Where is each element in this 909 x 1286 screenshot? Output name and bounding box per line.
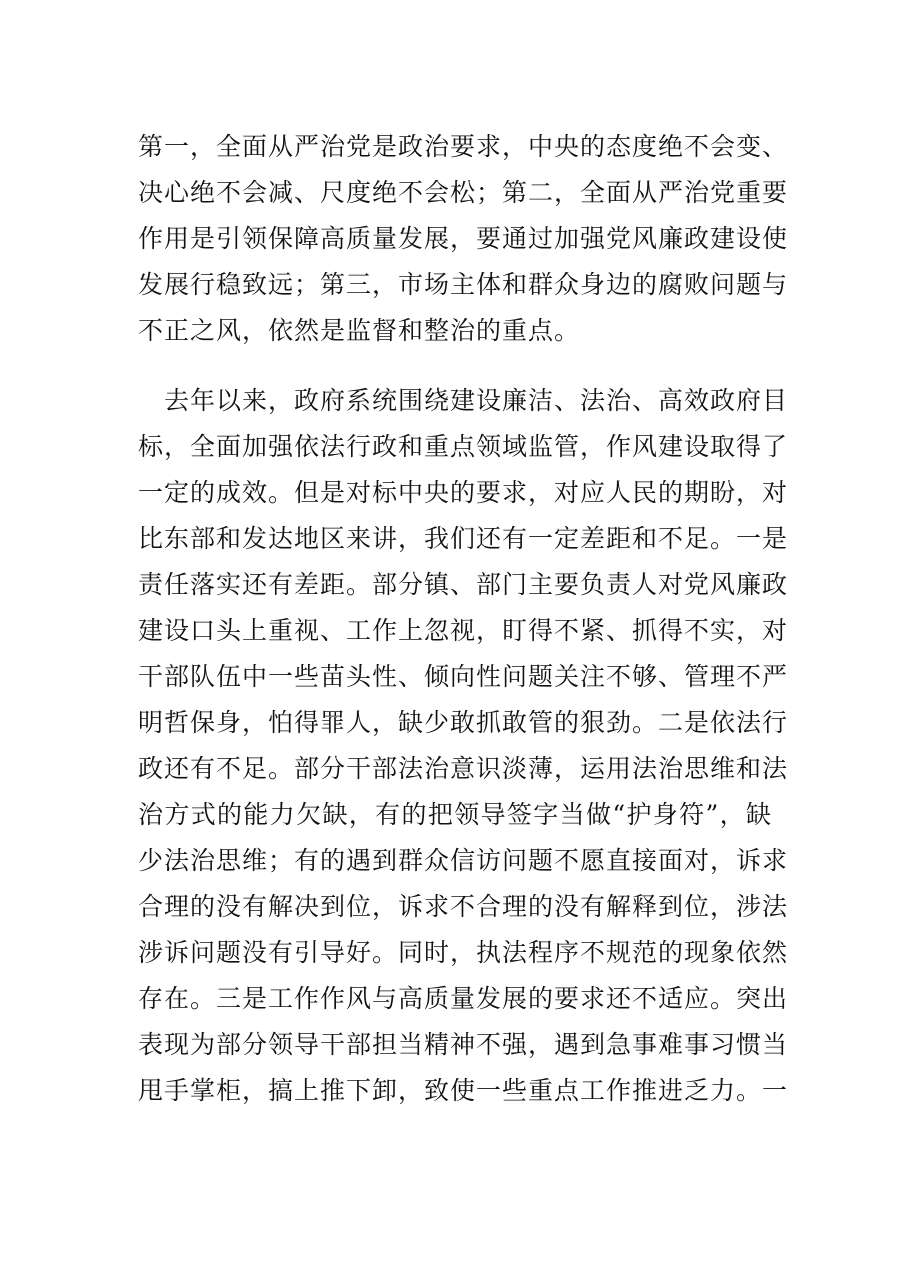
text-line: 甩手掌柜，搞上推下卸，致使一些重点工作推进乏力。一 xyxy=(138,1076,789,1105)
text-line: 建设口头上重视、工作上忽视，盯得不紧、抓得不实，对 xyxy=(138,616,789,645)
text-line: 涉诉问题没有引导好。同时，执法程序不规范的现象依然 xyxy=(138,938,789,967)
text-line: 存在。三是工作作风与高质量发展的要求还不适应。突出 xyxy=(138,984,789,1013)
text-line: 标，全面加强依法行政和重点领域监管，作风建设取得了 xyxy=(138,432,789,461)
document-body xyxy=(138,124,789,1114)
text-line: 治方式的能力欠缺，有的把领导签字当做“护身符”，缺 xyxy=(138,800,772,829)
text-line: 比东部和发达地区来讲，我们还有一定差距和不足。一是 xyxy=(138,524,789,553)
text-line: 政还有不足。部分干部法治意识淡薄，运用法治思维和法 xyxy=(138,754,789,783)
paragraph-2 xyxy=(138,378,789,1114)
text-line: 不正之风，依然是监督和整治的重点。 xyxy=(138,316,581,345)
text-line: 去年以来，政府系统围绕建设廉洁、法治、高效政府目 xyxy=(138,386,789,415)
paragraph-1 xyxy=(138,124,789,354)
text-line: 干部队伍中一些苗头性、倾向性问题关注不够、管理不严 xyxy=(138,662,789,691)
text-line: 发展行稳致远；第三，市场主体和群众身边的腐败问题与 xyxy=(138,270,789,299)
text-line: 合理的没有解决到位，诉求不合理的没有解释到位，涉法 xyxy=(138,892,789,921)
text-line: 少法治思维；有的遇到群众信访问题不愿直接面对，诉求 xyxy=(138,846,789,875)
text-line: 责任落实还有差距。部分镇、部门主要负责人对党风廉政 xyxy=(138,570,789,599)
paragraph-spacer xyxy=(138,354,772,378)
text-line: 表现为部分领导干部担当精神不强，遇到急事难事习惯当 xyxy=(138,1030,789,1059)
text-line: 决心绝不会减、尺度绝不会松；第二，全面从严治党重要 xyxy=(138,178,789,207)
text-line: 一定的成效。但是对标中央的要求，对应人民的期盼，对 xyxy=(138,478,789,507)
text-line: 明哲保身，怕得罪人，缺少敢抓敢管的狠劲。二是依法行 xyxy=(138,708,789,737)
text-line: 作用是引领保障高质量发展，要通过加强党风廉政建设使 xyxy=(138,224,789,253)
text-line: 第一，全面从严治党是政治要求，中央的态度绝不会变、 xyxy=(138,132,789,161)
